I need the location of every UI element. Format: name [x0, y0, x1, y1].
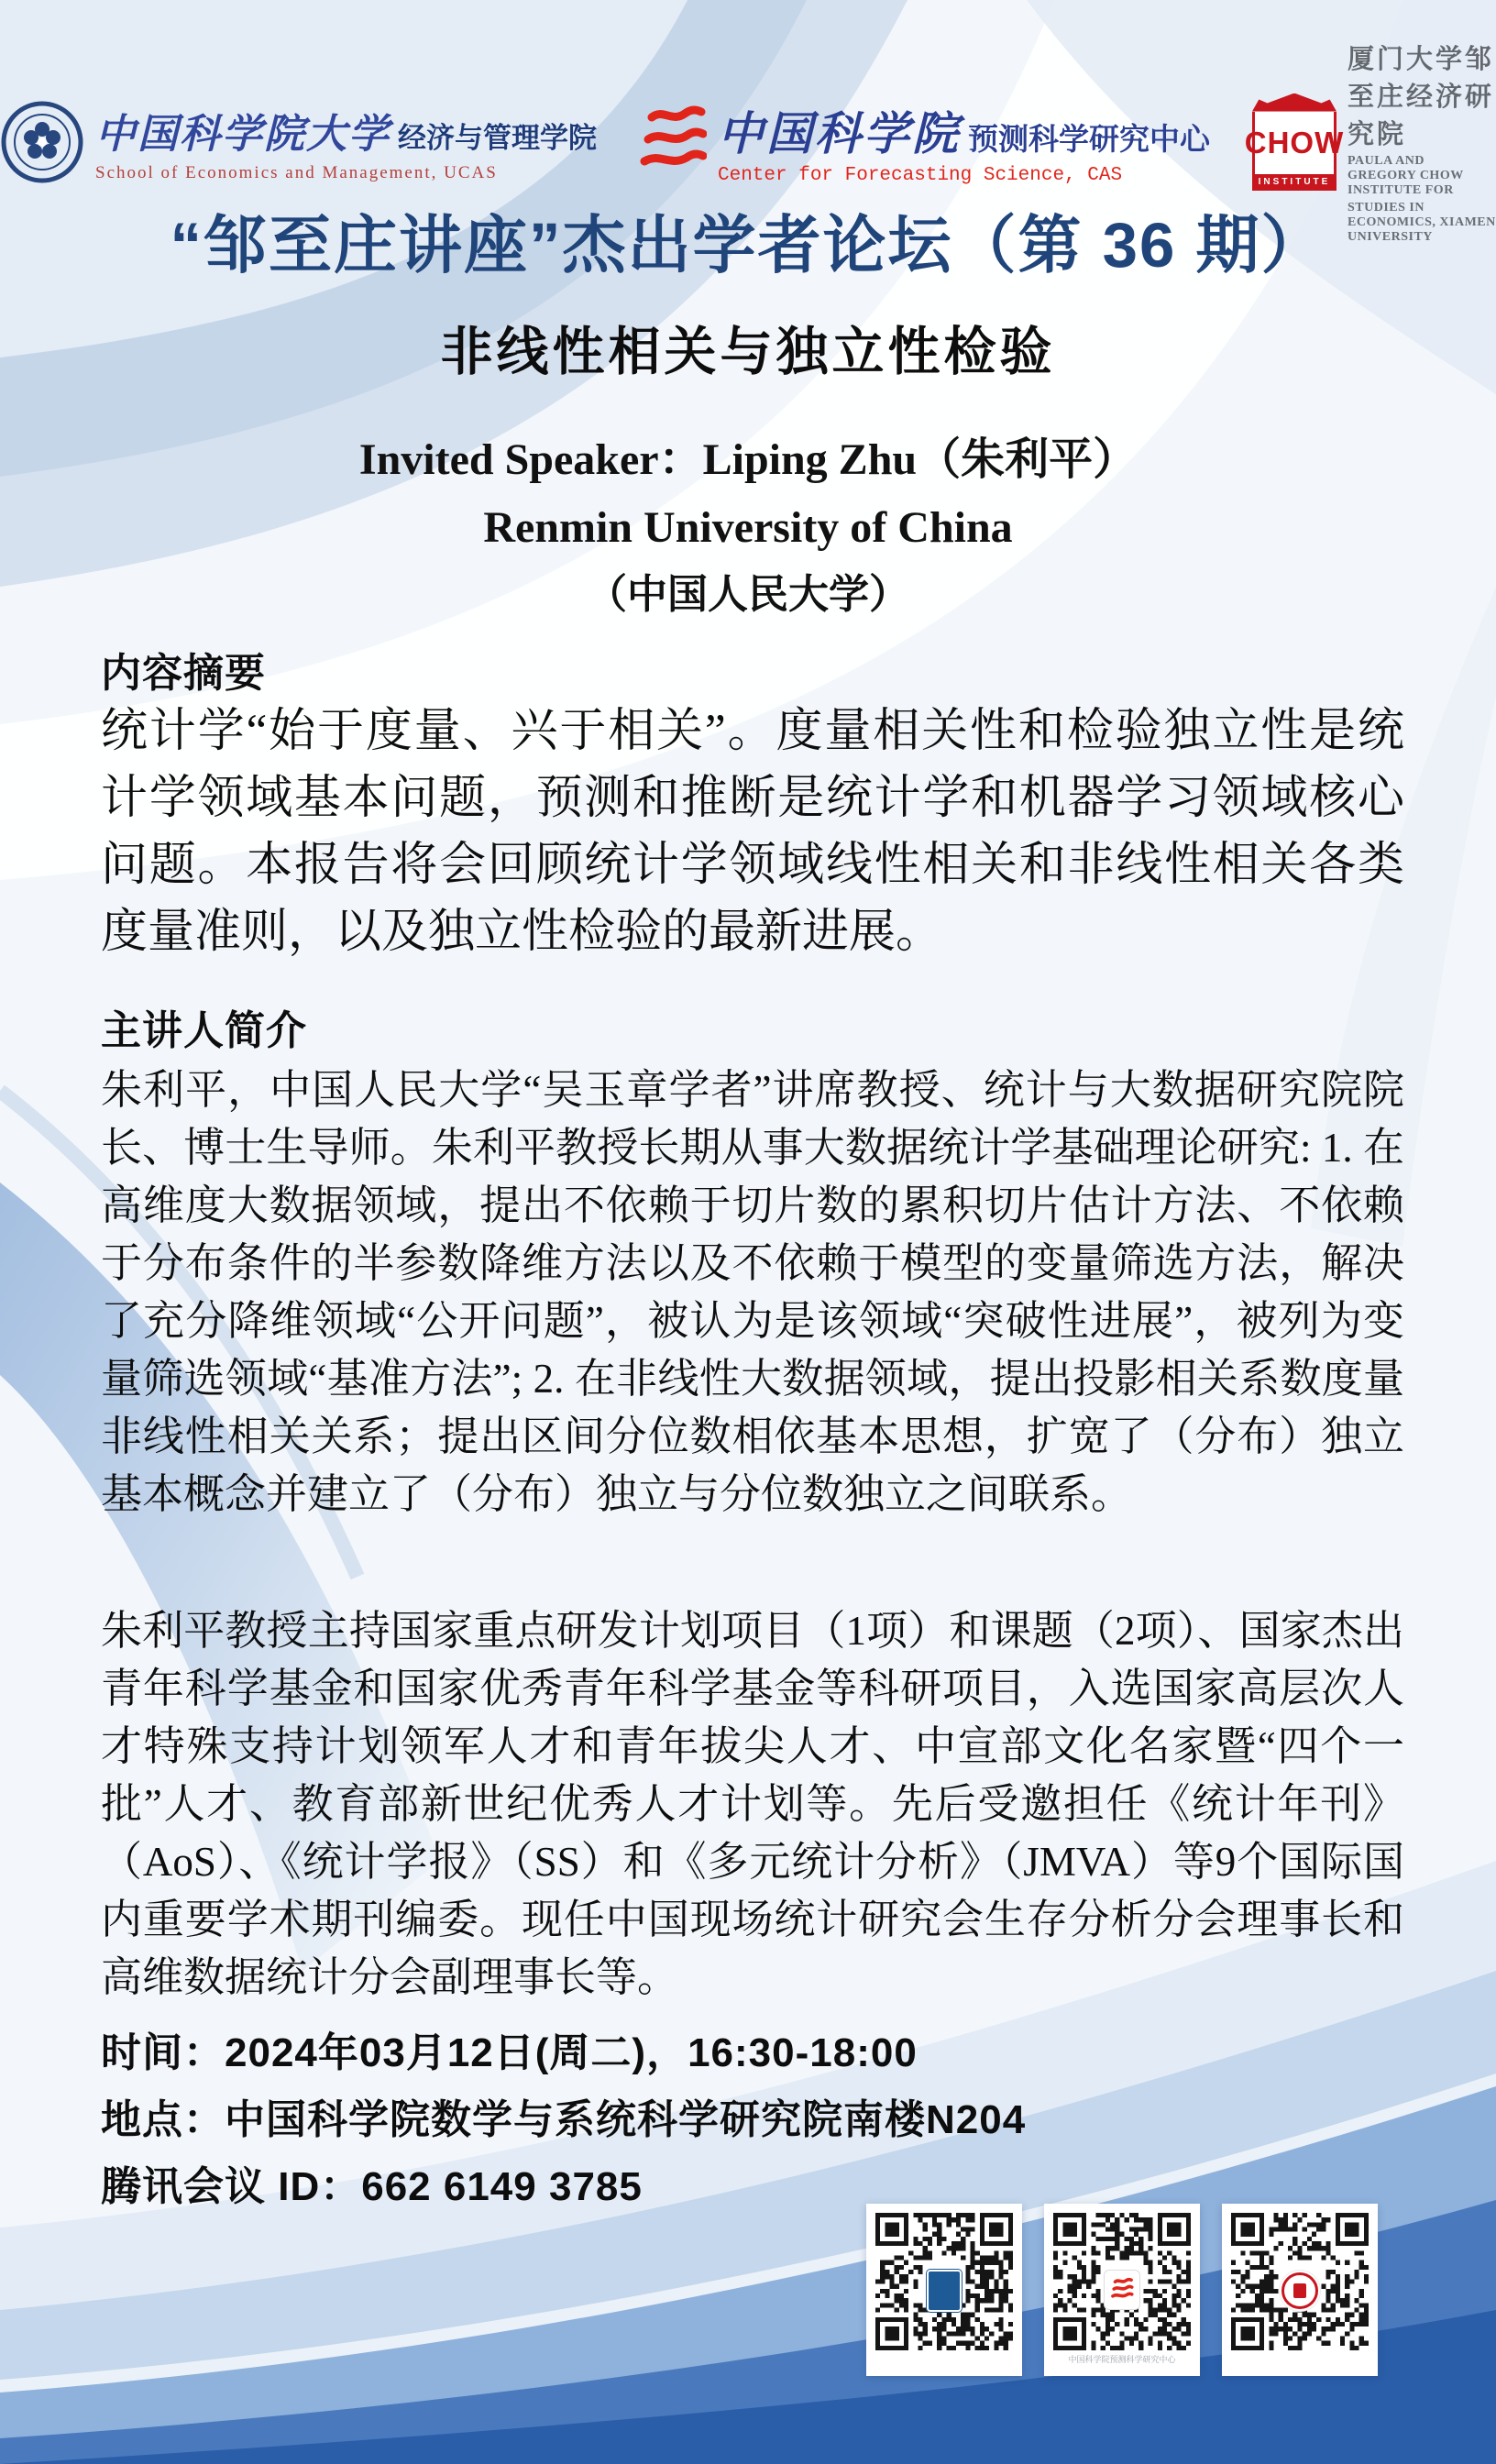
cas-name-cn: 中国科学院: [718, 108, 961, 160]
red-wave-logo-chip-icon: [1104, 2270, 1140, 2310]
logo-cas-forecasting: [639, 97, 1210, 186]
bio-heading: 主讲人简介: [101, 1008, 307, 1053]
qr-card-seal: [1222, 2204, 1378, 2376]
red-seal-logo-chip-icon: [1279, 2270, 1321, 2312]
ucas-emblem-icon: [0, 100, 84, 184]
abstract-heading: 内容摘要: [101, 651, 266, 696]
ucas-school-en: School of Economics and Management, UCAS: [95, 162, 498, 182]
chow-badge-word: CHOW: [1252, 112, 1336, 174]
chow-roof-icon: [1252, 94, 1336, 112]
ucas-school-cn: 经济与管理学院: [398, 121, 597, 154]
event-time: 时间：2024年03月12日(周二)，16:30-18:00: [101, 2030, 918, 2075]
event-venue: 地点：中国科学院数学与系统科学研究院南楼N204: [101, 2097, 1027, 2142]
chow-name-en-line2: STUDIES IN ECONOMICS, XIAMEN UNIVERSITY: [1348, 201, 1496, 244]
meeting-id: 腾讯会议 ID：662 6149 3785: [101, 2164, 643, 2209]
red-wave-icon: [639, 103, 707, 182]
talk-title: 非线性相关与独立性检验: [440, 324, 1056, 381]
chow-name-cn: 厦门大学邹至庄经济研究院: [1348, 45, 1495, 149]
chow-name-en-line1: PAULA AND GREGORY CHOW INSTITUTE FOR: [1348, 154, 1464, 197]
chow-badge-strip: INSTITUTE: [1252, 174, 1336, 191]
ucas-name-cn: 中国科学院大学: [95, 111, 390, 157]
invited-speaker-line: Invited Speaker：Liping Zhu（朱利平）: [358, 435, 1138, 484]
chow-badge-icon: [1244, 94, 1345, 191]
logo-ucas: [0, 100, 597, 184]
qr-code-row: [866, 2204, 1378, 2376]
cas-center-cn: 预测科学研究中心: [968, 122, 1210, 156]
speaker-university-en: Renmin University of China: [483, 503, 1013, 552]
bio-paragraph-1: 朱利平，中国人民大学“吴玉章学者”讲席教授、统计与大数据研究院院长、博士生导师。朱利平教授长期从事大数据统计学基础理论研究: 1. 在高维度大数据领域，提出不依赖于切片数的累积切片估计方法、不依赖于分布条件的半参数降维方法以及不依赖于模型的变量筛选方法，解决了充分降维领域“公开问题”，被认为是该领域“突破性进展”，被列为变量筛选领域“基准方法”; 2. 在非线性大数据领域，提出投影相关系数度量非线性相关关系；提出区间分位数相依基本思想，扩宽了（分布）独立基本概念并建立了（分布）独立与分位数独立之间联系。: [101, 1067, 1404, 1517]
qr-card-cas-forecasting: [1044, 2204, 1200, 2376]
qr-card-ruc: [866, 2204, 1022, 2376]
forum-title: “邹至庄讲座”杰出学者论坛（第 36 期）: [170, 210, 1326, 280]
abstract-body: 统计学“始于度量、兴于相关”。度量相关性和检验独立性是统计学领域基本问题，预测和推断是统计学和机器学习领域核心问题。本报告将会回顾统计学领域线性相关和非线性相关各类度量准则，以及独立性检验的最新进展。: [101, 706, 1404, 958]
bio-paragraph-2: 朱利平教授主持国家重点研发计划项目（1项）和课题（2项）、国家杰出青年科学基金和国家优秀青年科学基金等科研项目，入选国家高层次人才特殊支持计划领军人才和青年拔尖人才、中宣部文化名家暨“四个一批”人才、教育部新世纪优秀人才计划等。先后受邀担任《统计年刊》（AoS）、《统计学报》（SS）和《多元统计分析》（JMVA）等9个国际国内重要学术期刊编委。现任中国现场统计研究会生存分析分会理事长和高维数据统计分会副理事长等。: [101, 1608, 1404, 2000]
qr-caption-cas: 中国科学院预测科学研究中心: [1068, 2355, 1176, 2364]
cas-center-en: Center for Forecasting Science, CAS: [718, 165, 1123, 186]
speaker-university-cn: （中国人民大学）: [587, 572, 909, 617]
blue-logo-chip-icon: [927, 2270, 962, 2312]
